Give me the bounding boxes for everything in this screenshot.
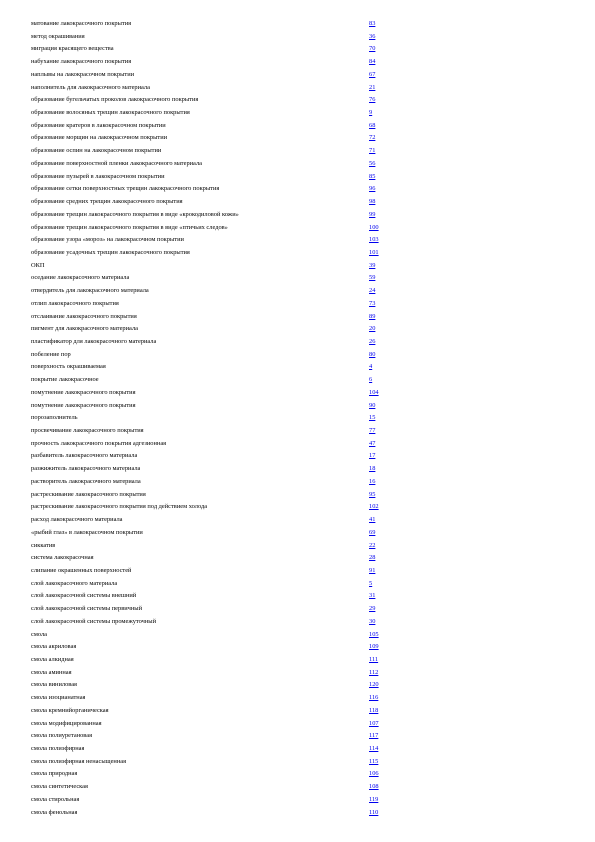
index-term: пластификатор для лакокрасочного материала — [31, 338, 157, 345]
index-term: образование кратеров в лакокрасочном покрытии — [31, 121, 166, 129]
index-term: оседание лакокрасочного материала — [31, 274, 130, 282]
index-term: расход лакокрасочного материала — [31, 516, 123, 524]
index-page-link[interactable]: 67 — [369, 70, 376, 78]
index-term: смола алкидная — [31, 656, 74, 663]
index-term: помутнение лакокрасочного покрытия — [31, 388, 136, 396]
index-entry — [31, 807, 391, 819]
index-entry — [31, 82, 391, 94]
index-term: образование трещин лакокрасочного покрытия в виде «птичьих следов» — [31, 223, 228, 231]
index-term: растрескивание лакокрасочного покрытия — [31, 490, 146, 498]
index-page-link[interactable]: 115 — [369, 757, 379, 765]
index-term: побеление пор — [31, 350, 71, 358]
index-entry — [31, 107, 391, 119]
index-page-link[interactable]: 41 — [369, 516, 376, 524]
index-page-link[interactable]: 16 — [369, 477, 376, 485]
index-term: смола полиэфирная — [31, 745, 85, 753]
index-entry — [31, 794, 391, 806]
index-page-link[interactable]: 83 — [369, 20, 376, 27]
index-page-link[interactable]: 70 — [369, 45, 376, 53]
index-entry — [31, 247, 391, 259]
index-term: ОКП — [31, 261, 45, 269]
index-entry — [31, 69, 391, 81]
index-term: поверхность окрашиваемая — [31, 363, 106, 371]
index-entry — [31, 298, 391, 310]
index-page-link[interactable]: 119 — [369, 795, 379, 803]
index-term: порозаполнитель — [31, 414, 78, 422]
index-term: слой лакокрасочной системы промежуточный — [31, 617, 157, 625]
index-term: смола природная — [31, 770, 78, 778]
index-page-link[interactable]: 103 — [369, 236, 379, 244]
index-entry — [31, 31, 391, 43]
index-page-link[interactable]: 6 — [369, 376, 373, 384]
index-term: наплывы на лакокрасочном покрытии — [31, 70, 135, 78]
index-entry — [31, 616, 391, 628]
index-entry — [31, 425, 391, 437]
index-term: просвечивание лакокрасочного покрытия — [31, 427, 144, 435]
index-page-link[interactable]: 24 — [369, 287, 376, 295]
index-entry — [31, 43, 391, 55]
index-page-link[interactable]: 90 — [369, 401, 376, 409]
index-term: система лакокрасочная — [31, 554, 94, 562]
index-entry — [31, 514, 391, 526]
index-entry — [31, 18, 391, 30]
index-term: образование волосяных трещин лакокрасочного покрытия — [31, 109, 190, 117]
index-term: разбавитель лакокрасочного материала — [31, 452, 138, 460]
index-entry — [31, 756, 391, 768]
index-entry — [31, 183, 391, 195]
index-page-link[interactable]: 120 — [369, 681, 379, 689]
index-entry — [31, 336, 391, 348]
index-term: смола — [31, 630, 48, 638]
index-entry — [31, 578, 391, 590]
index-page-link[interactable]: 84 — [369, 58, 376, 66]
index-page-link[interactable]: 72 — [369, 134, 376, 142]
index-page-link[interactable]: 95 — [369, 490, 376, 498]
index-page-link[interactable]: 21 — [369, 83, 376, 91]
index-entry — [31, 590, 391, 602]
index-page-link[interactable]: 30 — [369, 617, 376, 625]
index-page-link[interactable]: 28 — [369, 554, 376, 562]
index-term: слой лакокрасочной системы первичный — [31, 605, 142, 613]
index-entry — [31, 132, 391, 144]
index-entry — [31, 654, 391, 666]
index-page-link[interactable]: 22 — [369, 541, 376, 549]
index-page-link[interactable]: 109 — [369, 643, 379, 651]
index-entry — [31, 527, 391, 539]
index-page-link[interactable]: 4 — [369, 363, 373, 371]
index-page-link[interactable]: 20 — [369, 325, 376, 333]
index-page-link[interactable]: 29 — [369, 605, 376, 613]
index-term: смола синтетическая — [31, 783, 88, 791]
index-entry — [31, 400, 391, 412]
index-entry — [31, 629, 391, 641]
index-term: метод окрашивания — [31, 32, 85, 40]
index-entry — [31, 56, 391, 68]
index-page-link[interactable]: 106 — [369, 770, 379, 778]
index-page-link[interactable]: 59 — [369, 274, 376, 282]
index-page-link[interactable]: 39 — [369, 261, 376, 269]
index-page-link[interactable]: 15 — [369, 414, 376, 422]
index-page-link[interactable]: 69 — [369, 528, 376, 536]
index-page-link[interactable]: 77 — [369, 427, 376, 435]
index-page-link[interactable]: 9 — [369, 109, 373, 117]
index-page-link[interactable]: 102 — [369, 503, 379, 511]
index-term: «рыбий глаз» в лакокрасочном покрытии — [31, 528, 143, 536]
index-page-link[interactable]: 110 — [369, 808, 379, 816]
index-term: разжижитель лакокрасочного материала — [31, 465, 141, 473]
index-page-link[interactable]: 96 — [369, 185, 376, 193]
index-term: образование поверхностной пленки лакокрасочного материала — [31, 159, 202, 167]
index-entry — [31, 158, 391, 170]
index-term: смола модифицированная — [31, 719, 102, 727]
index-entry — [31, 718, 391, 730]
index-entry — [31, 768, 391, 780]
index-term: смола виниловая — [31, 681, 77, 689]
index-term: смола кремнийорганическая — [31, 706, 109, 714]
index-entry — [31, 781, 391, 793]
index-term: смола полиэфирная ненасыщенная — [31, 757, 127, 765]
index-page-link[interactable]: 56 — [369, 159, 376, 167]
index-entry — [31, 730, 391, 742]
index-term: образование средних трещин лакокрасочного покрытия — [31, 198, 183, 206]
index-term: смола фенольная — [31, 808, 78, 816]
index-term: покрытие лакокрасочное — [31, 376, 99, 384]
index-page-link[interactable]: 107 — [369, 719, 379, 727]
index-term: образование морщин на лакокрасочном покрытии — [31, 134, 168, 142]
index-entry — [31, 209, 391, 221]
index-page-link[interactable]: 98 — [369, 198, 376, 206]
index-term: смола полиуретановая — [31, 732, 93, 740]
index-entry — [31, 501, 391, 513]
index-page-link[interactable]: 112 — [369, 668, 379, 676]
index-entry — [31, 285, 391, 297]
index-entry — [31, 540, 391, 552]
index-page-link[interactable]: 108 — [369, 783, 379, 791]
index-entry — [31, 171, 391, 183]
index-term: смола стирольная — [31, 795, 80, 803]
index-page-link[interactable]: 76 — [369, 96, 376, 104]
index-term: помутнение лакокрасочного покрытия — [31, 401, 136, 409]
index-term: образование сетки поверхностных трещин лакокрасочного покрытия — [31, 185, 220, 193]
index-term: слипание окрашенных поверхностей — [31, 566, 132, 574]
index-entry — [31, 692, 391, 704]
index-entry — [31, 438, 391, 450]
index-page-link[interactable]: 68 — [369, 121, 376, 129]
index-page-link[interactable]: 71 — [369, 147, 376, 155]
index-entry — [31, 552, 391, 564]
index-term: образование бугельчатых проколов лакокрасочного покрытия — [31, 96, 199, 104]
index-page-link[interactable]: 99 — [369, 210, 376, 218]
index-entry — [31, 94, 391, 106]
index-term: растворитель лакокрасочного материала — [31, 477, 141, 485]
index-page-link[interactable]: 80 — [369, 350, 376, 358]
index-term: слой лакокрасочного материала — [31, 579, 118, 587]
index-term: растрескивание лакокрасочного покрытия под действием холода — [31, 503, 208, 511]
index-page-link[interactable]: 104 — [369, 388, 379, 396]
index-entry — [31, 361, 391, 373]
index-entry — [31, 679, 391, 691]
index-term: образование трещин лакокрасочного покрытия в виде «крокодиловой кожи» — [31, 210, 239, 218]
index-entry — [31, 311, 391, 323]
index-entry — [31, 120, 391, 132]
index-term: отлип лакокрасочного покрытия — [31, 299, 119, 307]
index-term: набухание лакокрасочного покрытия — [31, 58, 132, 66]
index-entry — [31, 222, 391, 234]
index-page-link[interactable]: 105 — [369, 630, 379, 638]
index-entry — [31, 489, 391, 501]
index-term: образование узора «мороз» на лакокрасочном покрытии — [31, 236, 184, 244]
index-page-link[interactable]: 26 — [369, 338, 376, 345]
index-term: смола изоцианатная — [31, 694, 86, 702]
index-page-link[interactable]: 100 — [369, 223, 379, 231]
index-page-link[interactable]: 47 — [369, 439, 376, 447]
index-entry — [31, 234, 391, 246]
index-entry — [31, 272, 391, 284]
index-page-link[interactable]: 85 — [369, 172, 376, 180]
index-page-link[interactable]: 114 — [369, 745, 379, 753]
index-entry — [31, 565, 391, 577]
index-term: отвердитель для лакокрасочного материала — [31, 287, 149, 295]
index-entry — [31, 463, 391, 475]
index-term: образование усадочных трещин лакокрасочного покрытия — [31, 248, 190, 256]
index-page-link[interactable]: 117 — [369, 732, 379, 740]
index-term: миграция красящего вещества — [31, 45, 114, 53]
index-entry — [31, 476, 391, 488]
index-term: смола аминная — [31, 668, 72, 676]
index-entry — [31, 387, 391, 399]
index-term: образование пузырей в лакокрасочном покрытии — [31, 172, 165, 180]
index-entry — [31, 705, 391, 717]
index-page-link[interactable]: 91 — [369, 566, 376, 574]
index-entry — [31, 374, 391, 386]
index-term: слой лакокрасочной системы внешний — [31, 592, 137, 600]
index-entry — [31, 743, 391, 755]
index-page-link[interactable]: 36 — [369, 32, 376, 40]
index-entry — [31, 196, 391, 208]
index-page-link[interactable]: 118 — [369, 706, 379, 714]
index-entry — [31, 260, 391, 272]
index-entry — [31, 667, 391, 679]
index-term: отслаивание лакокрасочного покрытия — [31, 312, 137, 320]
index-entry — [31, 641, 391, 653]
index-entry — [31, 412, 391, 424]
index-page-link[interactable]: 89 — [369, 312, 376, 320]
index-page-link[interactable]: 5 — [369, 579, 373, 587]
index-page-link[interactable]: 111 — [369, 656, 379, 663]
index-term: смола акриловая — [31, 643, 77, 651]
index-page-link[interactable]: 31 — [369, 592, 376, 600]
index-term: матование лакокрасочного покрытия — [31, 20, 132, 27]
index-term: образование оспин на лакокрасочном покрытии — [31, 147, 162, 155]
index-entry — [31, 603, 391, 615]
index-term: пигмент для лакокрасочного материала — [31, 325, 138, 333]
index-page-link[interactable]: 18 — [369, 465, 376, 473]
index-page-link[interactable]: 73 — [369, 299, 376, 307]
index-entry — [31, 323, 391, 335]
index-page-link[interactable]: 101 — [369, 248, 379, 256]
index-page-link[interactable]: 17 — [369, 452, 376, 460]
index-page-link[interactable]: 116 — [369, 694, 379, 702]
index-entry — [31, 450, 391, 462]
index-entry — [31, 349, 391, 361]
index-term: сиккатив — [31, 541, 56, 549]
index-entry — [31, 145, 391, 157]
index-term: прочность лакокрасочного покрытия адгезионная — [31, 439, 167, 447]
index-term: наполнитель для лакокрасочного материала — [31, 83, 150, 91]
